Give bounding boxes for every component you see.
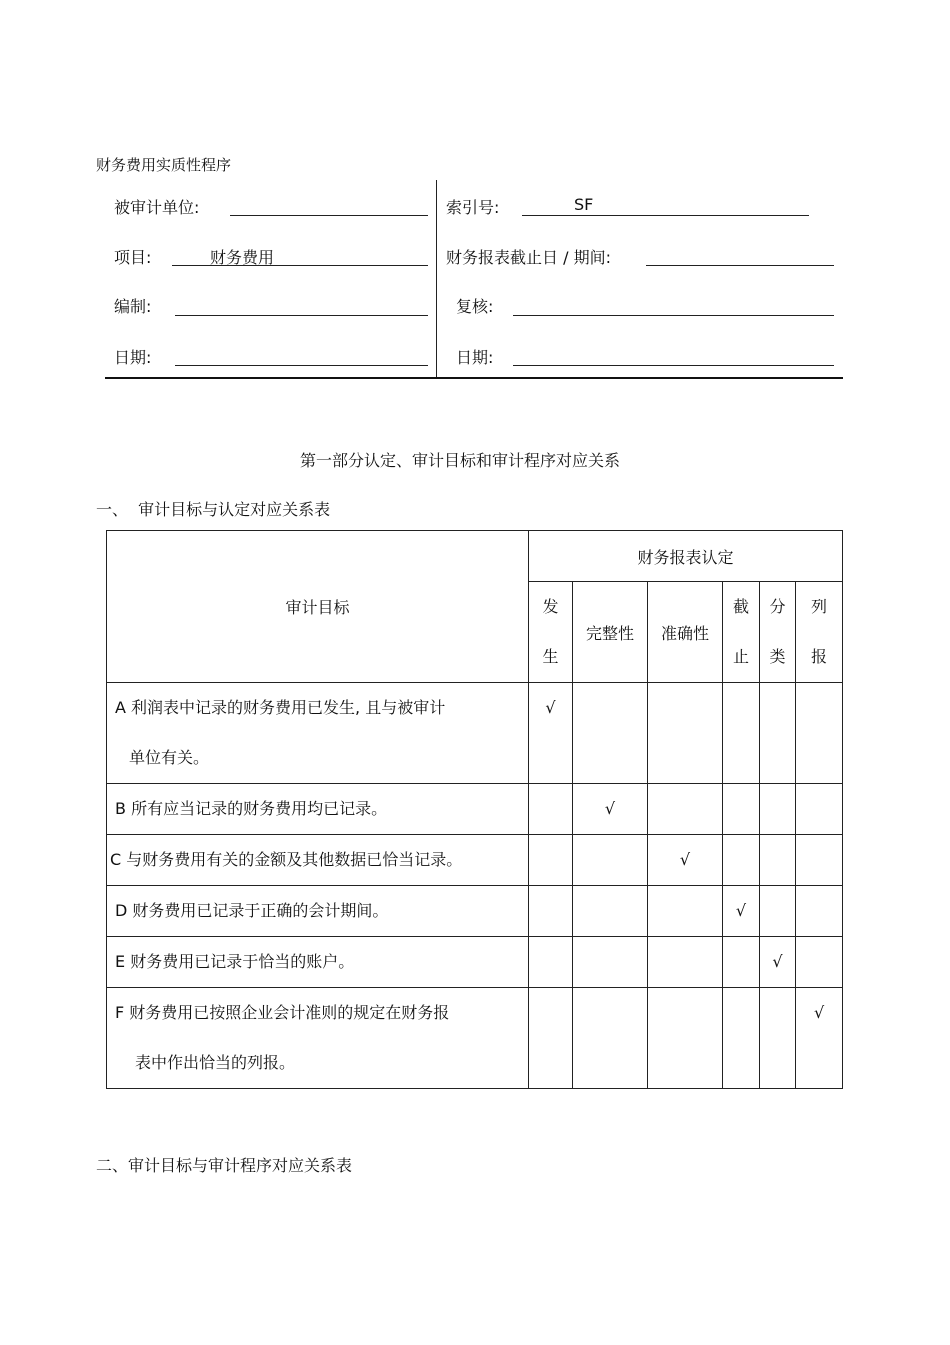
header-bottom-rule	[105, 377, 843, 379]
index-value: SF	[574, 195, 594, 214]
date-right-label: 日期:	[456, 348, 494, 367]
objective-cell: E 财务费用已记录于恰当的账户。	[107, 937, 529, 988]
check-cell	[796, 683, 843, 784]
check-cell: √	[529, 683, 573, 784]
check-cell	[573, 835, 648, 886]
check-cell	[573, 683, 648, 784]
date-left-label: 日期:	[114, 348, 152, 367]
objective-cell: A 利润表中记录的财务费用已发生, 且与被审计 单位有关。	[107, 683, 529, 784]
check-cell: √	[573, 784, 648, 835]
date-left-field[interactable]	[175, 365, 428, 366]
check-cell	[760, 784, 796, 835]
check-cell: √	[723, 886, 760, 937]
check-cell	[529, 988, 573, 1089]
check-cell	[723, 784, 760, 835]
objective-assertion-table	[106, 530, 843, 1089]
check-cell	[796, 937, 843, 988]
check-cell	[573, 937, 648, 988]
check-cell	[796, 784, 843, 835]
objective-cell: F 财务费用已按照企业会计准则的规定在财务报 表中作出恰当的列报。	[107, 988, 529, 1089]
section1-title: 一、 审计目标与认定对应关系表	[96, 500, 331, 519]
check-cell	[648, 937, 723, 988]
check-cell	[648, 784, 723, 835]
check-cell	[796, 886, 843, 937]
check-cell	[723, 835, 760, 886]
check-cell	[529, 784, 573, 835]
audited-entity-label: 被审计单位:	[114, 198, 200, 217]
assertion-header-cutoff: 截 止	[723, 582, 760, 683]
objective-cell: C 与财务费用有关的金额及其他数据已恰当记录。	[107, 835, 529, 886]
project-value: 财务费用	[210, 248, 275, 267]
check-cell	[760, 886, 796, 937]
prepared-label: 编制:	[114, 297, 152, 316]
index-field[interactable]	[522, 215, 809, 216]
date-right-field[interactable]	[513, 365, 834, 366]
table-row	[107, 835, 843, 886]
assertion-group-header: 财务报表认定	[529, 531, 843, 582]
check-cell	[760, 988, 796, 1089]
check-cell: √	[796, 988, 843, 1089]
check-cell	[529, 835, 573, 886]
document-title: 财务费用实质性程序	[96, 156, 232, 174]
assertion-header-occurrence: 发 生	[529, 582, 573, 683]
period-field[interactable]	[646, 265, 834, 266]
check-cell	[529, 886, 573, 937]
assertion-header-presentation: 列 报	[796, 582, 843, 683]
table-row	[107, 886, 843, 937]
prepared-field[interactable]	[175, 315, 428, 316]
check-cell: √	[648, 835, 723, 886]
review-label: 复核:	[456, 297, 494, 316]
period-label: 财务报表截止日 / 期间:	[446, 248, 611, 267]
audited-entity-field[interactable]	[230, 215, 428, 216]
table-row	[107, 988, 843, 1089]
table-row	[107, 784, 843, 835]
check-cell	[573, 988, 648, 1089]
check-cell: √	[760, 937, 796, 988]
check-cell	[573, 886, 648, 937]
project-label: 项目:	[114, 248, 152, 267]
part-title: 第一部分认定、审计目标和审计程序对应关系	[299, 451, 620, 470]
table-header-row	[107, 531, 843, 582]
objective-header: 审计目标	[107, 531, 529, 683]
index-label: 索引号:	[446, 198, 500, 217]
check-cell	[648, 988, 723, 1089]
check-cell	[796, 835, 843, 886]
check-cell	[648, 886, 723, 937]
review-field[interactable]	[513, 315, 834, 316]
objective-cell: B 所有应当记录的财务费用均已记录。	[107, 784, 529, 835]
check-cell	[648, 683, 723, 784]
section2-title: 二、审计目标与审计程序对应关系表	[96, 1156, 353, 1175]
objective-cell: D 财务费用已记录于正确的会计期间。	[107, 886, 529, 937]
assertion-header-completeness: 完整性	[573, 582, 648, 683]
check-cell	[760, 683, 796, 784]
assertion-header-accuracy: 准确性	[648, 582, 723, 683]
check-cell	[760, 835, 796, 886]
check-cell	[723, 988, 760, 1089]
check-cell	[723, 937, 760, 988]
header-divider	[436, 180, 437, 378]
assertion-header-classification: 分 类	[760, 582, 796, 683]
table-row	[107, 683, 843, 784]
table-row	[107, 937, 843, 988]
check-cell	[529, 937, 573, 988]
check-cell	[723, 683, 760, 784]
